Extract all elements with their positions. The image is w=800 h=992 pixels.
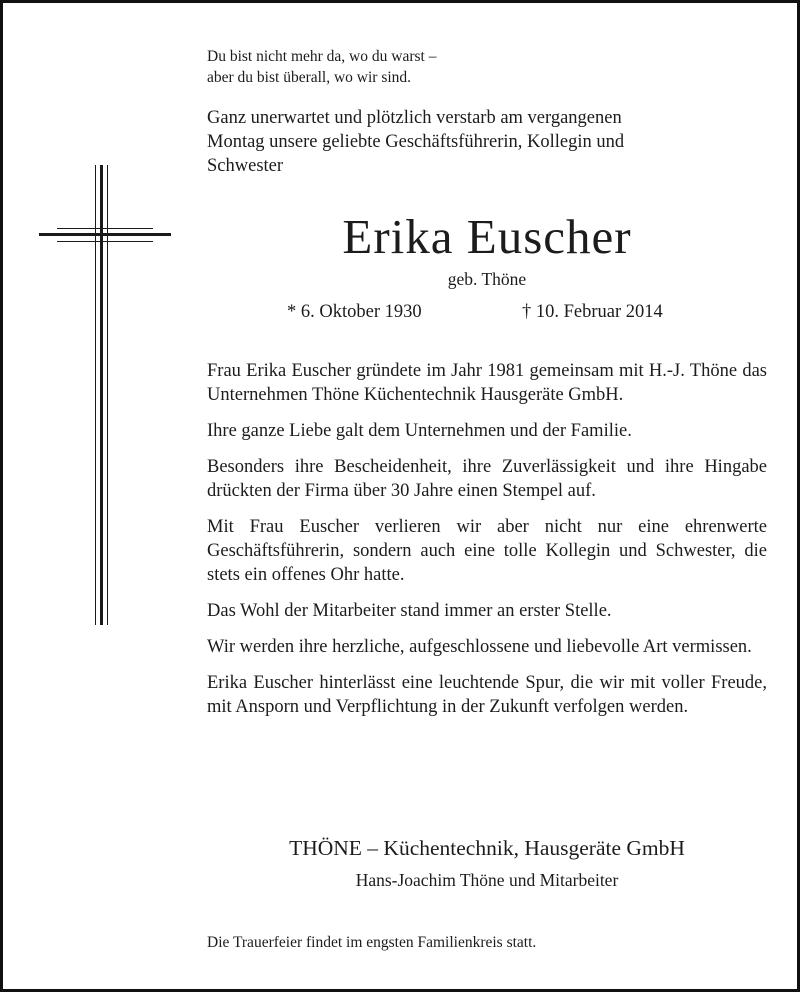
obituary-body	[207, 359, 767, 731]
body-paragraph: Erika Euscher hinterlässt eine leuchtende Spur, die wir mit voller Freude, mit Ansporn und Verpflichtung in der Zukunft verfolgen werden.	[207, 673, 767, 717]
motto	[207, 46, 627, 88]
motto-line: aber du bist überall, wo wir sind.	[207, 69, 412, 86]
body-paragraph: Ihre ganze Liebe galt dem Unternehmen und der Familie.	[207, 421, 632, 441]
body-paragraph: Das Wohl der Mitarbeiter stand immer an erster Stelle.	[207, 601, 612, 621]
intro-line: Schwester	[207, 156, 284, 176]
deceased-name: Erika Euscher	[342, 209, 632, 264]
body-paragraph: Mit Frau Euscher verlieren wir aber nicht nur eine ehrenwerte Geschäftsführerin, sondern auch eine tolle Kollegin und Schwester, die stets ein offenes Ohr hatte.	[207, 517, 767, 585]
body-paragraph: Besonders ihre Bescheidenheit, ihre Zuverlässigkeit und ihre Hingabe drückten der Firma über 30 Jahre einen Stempel auf.	[207, 457, 767, 501]
body-paragraph: Frau Erika Euscher gründete im Jahr 1981 gemeinsam mit H.-J. Thöne das Unternehmen Thöne Küchentechnik Hausgeräte GmbH.	[207, 361, 767, 405]
death-date: † 10. Februar 2014	[522, 302, 663, 322]
cross-icon	[39, 165, 171, 625]
signers: Hans-Joachim Thöne und Mitarbeiter	[355, 870, 619, 890]
cross-horizontal-line	[57, 228, 153, 229]
cross-horizontal-line	[57, 241, 153, 242]
cross-horizontal-line	[39, 233, 171, 236]
ceremony-note: Die Trauerfeier findet im engsten Familienkreis statt.	[207, 934, 537, 951]
birth-date: * 6. Oktober 1930	[287, 302, 422, 322]
body-paragraph: Wir werden ihre herzliche, aufgeschlossene und liebevolle Art vermissen.	[207, 637, 752, 657]
maiden-name: geb. Thöne	[447, 269, 527, 289]
intro-text	[207, 106, 772, 178]
company-name: THÖNE – Küchentechnik, Hausgeräte GmbH	[289, 836, 685, 860]
intro-line: Ganz unerwartet und plötzlich verstarb am vergangenen	[207, 108, 622, 128]
motto-line: Du bist nicht mehr da, wo du warst –	[207, 48, 437, 65]
intro-line: Montag unsere geliebte Geschäftsführerin, Kollegin und	[207, 132, 625, 152]
